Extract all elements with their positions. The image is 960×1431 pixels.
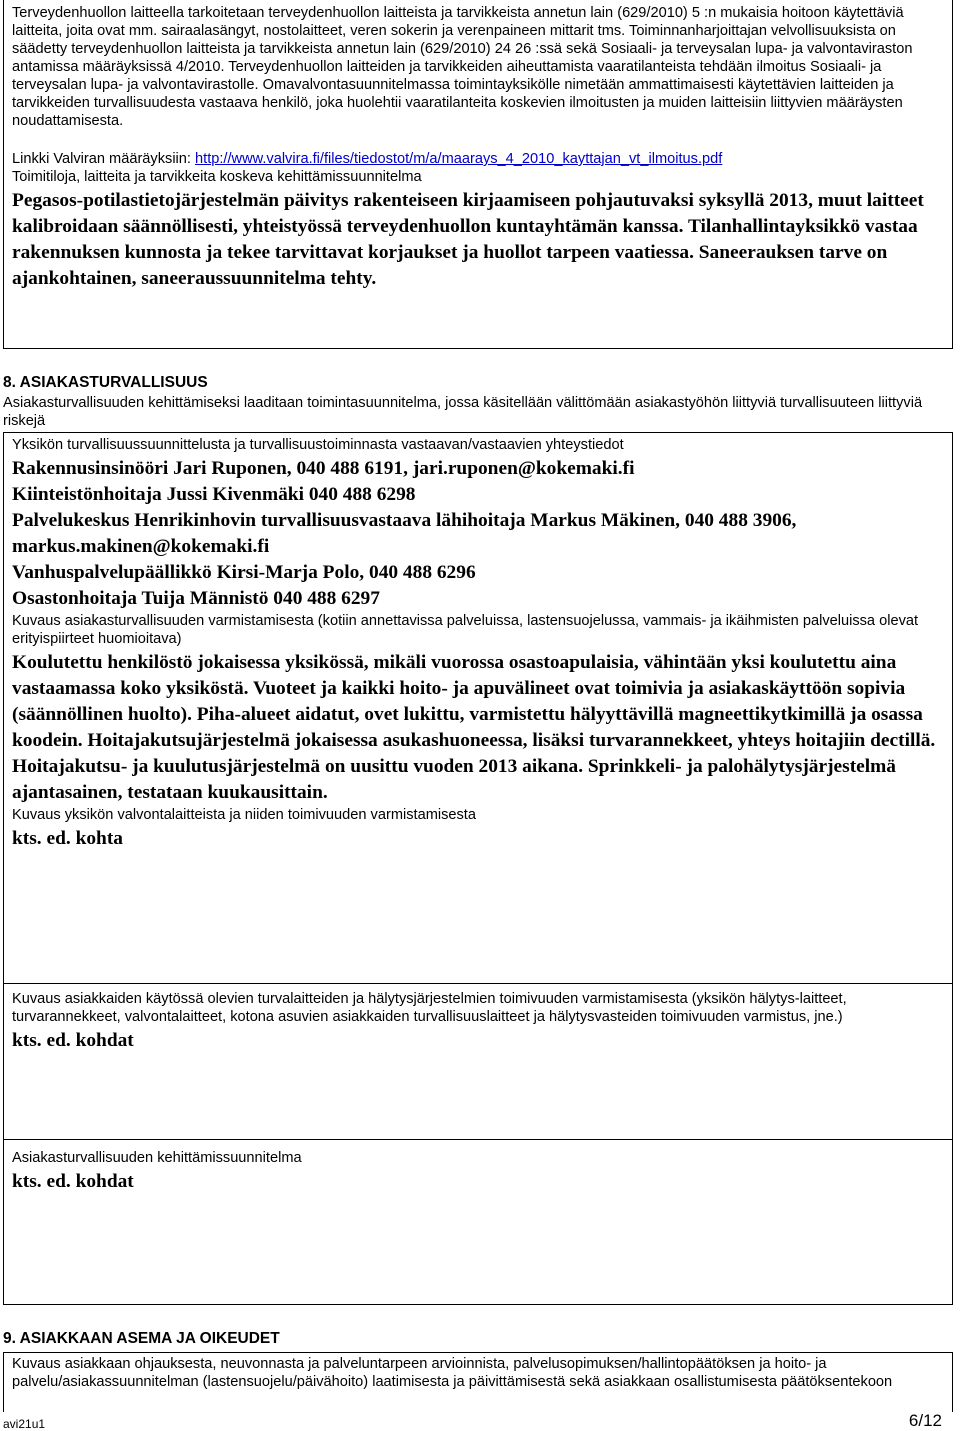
- dev-plan-text: kts. ed. kohdat: [12, 1171, 134, 1192]
- valvira-link-line: [12, 150, 952, 168]
- section8-divider-1: [4, 983, 952, 984]
- section8-divider-2: [4, 1139, 952, 1140]
- contact-line: Palvelukeskus Henrikinhovin turvallisuusvastaava lähihoitaja Markus Mäkinen, 040 488 3906, markus.makinen@kokemaki.fi: [12, 510, 797, 557]
- contact-line: Vanhuspalvelupäällikkö Kirsi-Marja Polo, 040 488 6296: [12, 562, 476, 583]
- monitoring-label: Kuvaus yksikön valvontalaitteista ja niiden toimivuuden varmistamisesta: [12, 807, 476, 823]
- devices-text: kts. ed. kohdat: [12, 1030, 134, 1051]
- contacts-label: Yksikön turvallisuussuunnittelusta ja turvallisuustoiminnasta vastaavan/vastaavien yhteystiedot: [12, 437, 624, 453]
- footer-code: avi21u1: [3, 1417, 46, 1431]
- dev-plan-block: [12, 1149, 947, 1195]
- equipment-plan-text: Pegasos-potilastietojärjestelmän päivitys rakenteiseen kirjaamiseen pohjautuvaksi syksyllä 2013, muut laitteet kalibroidaan säännöllisesti, yhteistyössä terveydenhuollon kuntayhtämän kanssa. Tilanhallintayksikkö vastaa rakennuksen kunnosta ja tekee tarvittavat korjaukset ja huollot tarpeen vaatiessa. Saneerauksen tarve on ajankohtainen, saneeraussuunnitelma tehty.: [12, 190, 924, 289]
- section8-intro: Asiakasturvallisuuden kehittämiseksi laaditaan toimintasuunnitelma, jossa käsitellään välittömään asiakastyöhön liittyviä turvallisuuteen liittyviä riskejä: [3, 395, 923, 429]
- devices-block: [12, 990, 947, 1054]
- equipment-plan-label: Toimitiloja, laitteita ja tarvikkeita koskeva kehittämissuunnitelma: [12, 169, 422, 185]
- contact-line: Osastonhoitaja Tuija Männistö 040 488 6297: [12, 588, 380, 609]
- valvira-link[interactable]: http://www.valvira.fi/files/tiedostot/m/a/maarays_4_2010_kayttajan_vt_ilmoitus.pdf: [195, 151, 723, 167]
- dev-plan-label: Asiakasturvallisuuden kehittämissuunnitelma: [12, 1150, 302, 1166]
- section8-box: [3, 432, 953, 1305]
- monitoring-text: kts. ed. kohta: [12, 828, 123, 849]
- contact-line: Rakennusinsinööri Jari Ruponen, 040 488 6191, jari.ruponen@kokemaki.fi: [12, 458, 635, 479]
- section9-heading: 9. ASIAKKAAN ASEMA JA OIKEUDET: [3, 1330, 280, 1347]
- section9-box: [3, 1352, 953, 1412]
- assurance-label: Kuvaus asiakasturvallisuuden varmistamisesta (kotiin annettavissa palveluissa, lastensuojelussa, vammais- ja ikäihmisten palveluissa olevat erityispiirteet huomioitava): [12, 613, 919, 647]
- contact-line: Kiinteistönhoitaja Jussi Kivenmäki 040 488 6298: [12, 484, 416, 505]
- section8-heading: 8. ASIAKASTURVALLISUUS: [3, 374, 208, 391]
- section9-label: Kuvaus asiakkaan ohjauksesta, neuvonnasta ja palveluntarpeen arvioinnista, palvelusopimuksen/hallintopäätöksen ja hoito- ja palvelu/asiakassuunnitelman (lastensuojelu/päivähoito) laatimisesta ja päivittämisestä sekä asiakkaan osallistumisesta päätöksentekoon: [12, 1356, 893, 1390]
- devices-label: Kuvaus asiakkaiden käytössä olevien turvalaitteiden ja hälytysjärjestelmien toimivuuden varmistamisesta (yksikön hälytys-laitteet, turvarannekkeet, valvontalaitteet, kotona asuvien asiakkaiden turvallisuuslaitteet ja hälytysvasteiden toimivuuden varmistus, jne.): [12, 991, 847, 1025]
- equipment-section-box: [3, 0, 953, 349]
- equipment-intro: Terveydenhuollon laitteella tarkoitetaan terveydenhuollon laitteista ja tarvikkeista annetun lain (629/2010) 5 :n mukaisia hoitoon käytettäviä laitteita, joita ovat mm. sairaalasängyt, nostolaitteet, veren sokerin ja verenpaineen mittarit tms. Toiminnanharjoittajan velvollisuuksista on säädetty terveydenhuollon laitteista ja tarvikkeista annetun lain (629/2010) 24 26 :ssä sekä Sosiaali- ja terveysalan lupa- ja valvontaviraston antamissa määräyksissä 4/2010. Terveydenhuollon laitteiden ja tarvikkeiden aiheuttamista vaaratilanteista tehdään ilmoitus Sosiaali- ja terveysalan lupa- ja valvontavirastolle. Omavalvontasuunnitelmassa toimintayksikölle nimetään ammattimaisesti käytettävien laitteiden ja tarvikkeiden turvallisuudesta vastaava henkilö, joka huolehtii vaaratilanteita koskevien ilmoitusten ja muiden laitteisiin liittyvien määräysten noudattamisesta.: [12, 5, 913, 129]
- valvira-link-label: Linkki Valviran määräyksiin:: [12, 151, 196, 167]
- assurance-text: Koulutettu henkilöstö jokaisessa yksikössä, mikäli vuorossa osastoapulaisia, vähintään yksi koulutettu aina vastaamassa koko yksiköstä. Vuoteet ja kaikki hoito- ja apuvälineet ovat toimivia ja asiakaskäyttöön sopivia (säännöllinen huolto). Piha-alueet aidatut, ovet lukittu, varmistettu hälyyttävillä magneettikytkimillä ja osassa koodein. Hoitajakutsujärjestelmä jokaisessa asukashuoneessa, lisäksi turvarannekkeet, yhteys hoitajiin dectillä. Hoitajakutsu- ja kuulutusjärjestelmä on uusittu vuoden 2013 aikana. Sprinkkeli- ja palohälytysjärjestelmä ajantasainen, testataan kuukausittain.: [12, 652, 936, 803]
- page-number: 6/12: [908, 1411, 942, 1430]
